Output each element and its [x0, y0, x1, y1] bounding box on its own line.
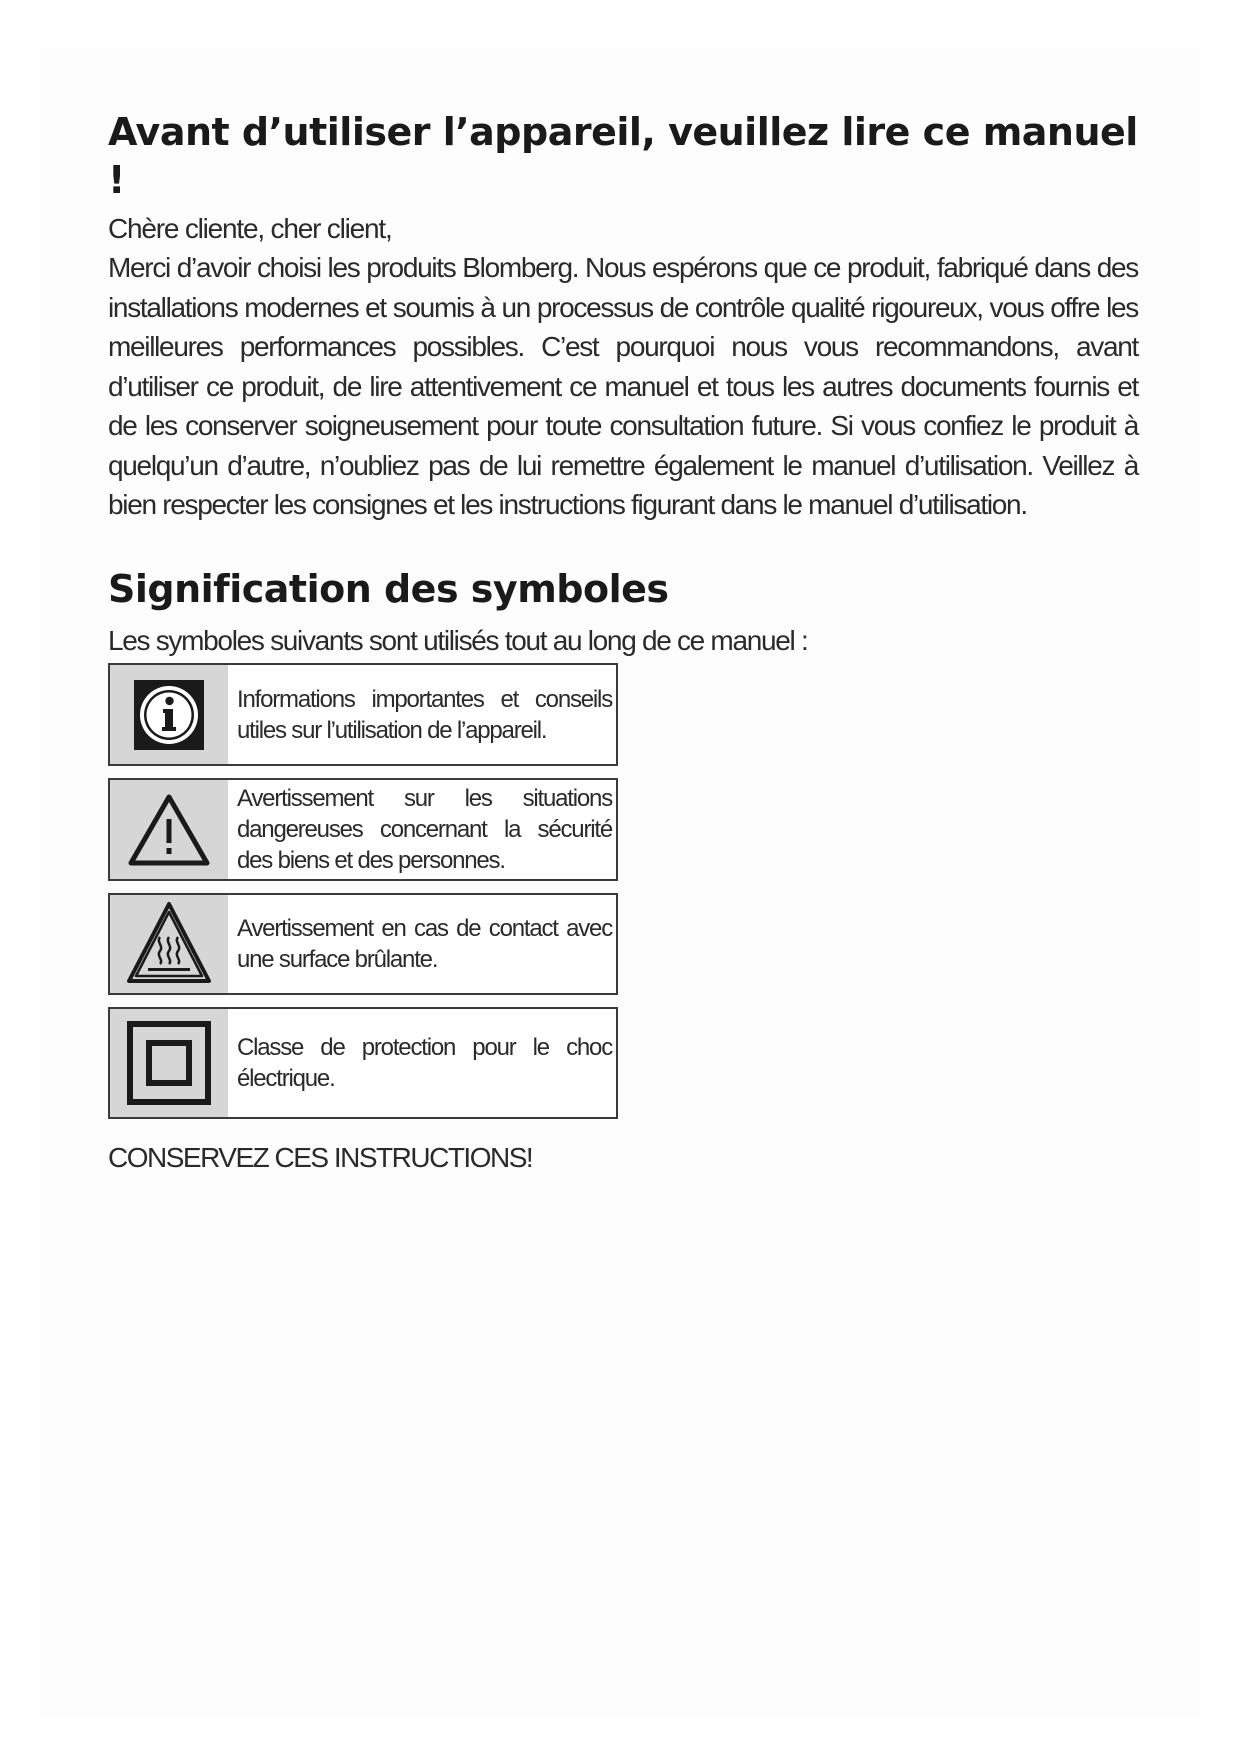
greeting: Chère cliente, cher client,	[108, 213, 392, 244]
info-icon	[110, 665, 228, 764]
symbol-description: Avertissement en cas de contact avec une surface brûlante.	[237, 915, 612, 973]
keep-instructions-note: CONSERVEZ CES INSTRUCTIONS!	[108, 1142, 533, 1173]
double-insulation-icon	[110, 1009, 228, 1117]
warning-icon	[110, 780, 228, 879]
symbols-list	[108, 663, 620, 1131]
symbol-row-hot-surface	[108, 893, 618, 995]
intro-section	[108, 108, 1138, 661]
symbols-intro: Les symboles suivants sont utilisés tout au long de ce manuel :	[108, 624, 808, 656]
symbol-description: Informations importantes et conseils utiles sur l’utilisation de l’appareil.	[237, 685, 612, 744]
symbol-row-warning	[108, 778, 618, 881]
symbol-description: Classe de protection pour le choc électrique.	[237, 1034, 612, 1092]
intro-paragraph: Merci d’avoir choisi les produits Blomberg. Nous espérons que ce produit, fabriqué dans des installations modernes et soumis à un processus de contrôle qualité rigoureux, vous offre les meilleures performances possibles. C’est pourquoi nous vous recommandons, avant d’utiliser ce produit, de lire attentivement ce manuel et tous les autres documents fournis et de les conserver soigneusement pour toute consultation future. Si vous confiez le produit à quelqu’un d’autre, n’oubliez pas de lui remettre également le manuel d’utilisation. Veillez à bien respecter les consignes et les instructions figurant dans le manuel d’utilisation.	[108, 252, 1138, 520]
symbol-row-info	[108, 663, 618, 766]
symbols-heading: Signification des symboles	[108, 566, 669, 611]
page-title: Avant d’utiliser l’appareil, veuillez lire ce manuel !	[108, 110, 1138, 202]
symbol-row-double-insulation	[108, 1007, 618, 1119]
hot-surface-icon	[110, 895, 228, 993]
symbol-description: Avertissement sur les situations dangereuses concernant la sécurité des biens et des personnes.	[237, 785, 612, 874]
